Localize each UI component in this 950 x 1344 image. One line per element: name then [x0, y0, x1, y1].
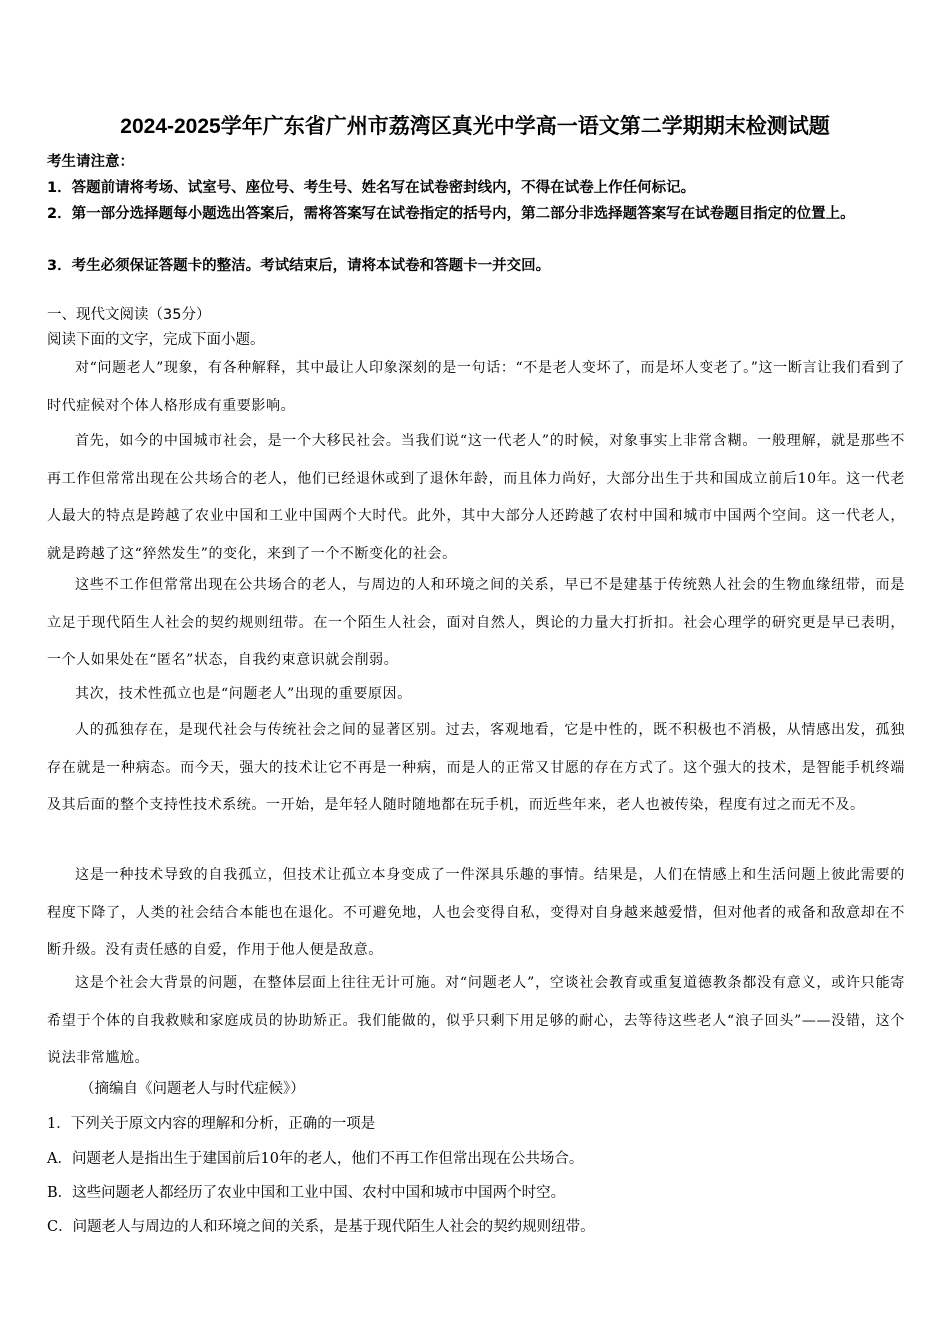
passage-paragraph-3: 这些不工作但常常出现在公共场合的老人，与周边的人和环境之间的关系，早已不是建基于传统熟人社会的生物血缘纽带，而是立足于现代陌生人社会的契约规则纽带。在一个陌生人社会，面对自然人，舆论的力量大打折扣。社会心理学的研究更是早已表明，一个人如果处在“匿名”状态，自我约束意识就会削弱。	[47, 577, 905, 668]
question-1-option-c[interactable]: C．问题老人与周边的人和环境之间的关系，是基于现代陌生人社会的契约规则纽带。	[47, 1219, 595, 1235]
question-1-option-b[interactable]: B．这些问题老人都经历了农业中国和工业中国、农村中国和城市中国两个时空。	[47, 1185, 566, 1201]
notice-item-3: 3．考生必须保证答题卡的整洁。考试结束后，请将本试卷和答题卡一并交回。	[47, 258, 551, 274]
passage-paragraph-2: 首先，如今的中国城市社会，是一个大移民社会。当我们说“这一代老人”的时候，对象事实上非常含糊。一般理解，就是那些不再工作但常常出现在公共场合的老人，他们已经退休或到了退休年龄，而且体力尚好，大部分出生于共和国成立前后10年。这一代老人最大的特点是跨越了农业中国和工业中国两个大时代。此外，其中大部分人还跨越了农村中国和城市中国两个空间。这一代老人，就是跨越了这“猝然发生”的变化，来到了一个不断变化的社会。	[47, 433, 905, 562]
section-instruction: 阅读下面的文字，完成下面小题。	[47, 332, 265, 348]
passage-paragraph-4: 其次，技术性孤立也是“问题老人”出现的重要原因。	[75, 686, 412, 702]
page-title: 2024-2025学年广东省广州市荔湾区真光中学高一语文第二学期期末检测试题	[120, 115, 830, 138]
passage-paragraph-7: 这是个社会大背景的问题，在整体层面上往往无计可施。对“问题老人”，空谈社会教育或重复道德教条都没有意义，或许只能寄希望于个体的自我救赎和家庭成员的协助矫正。我们能做的，似乎只剩下用足够的耐心，去等待这些老人“浪子回头”——没错，这个说法非常尴尬。	[47, 975, 905, 1066]
passage-source: （摘编自《问题老人与时代症候》）	[80, 1081, 305, 1097]
passage-paragraph-1: 对“问题老人”现象，有各种解释，其中最让人印象深刻的是一句话：“不是老人变坏了，而是坏人变老了。”这一断言让我们看到了时代症候对个体人格形成有重要影响。	[47, 360, 905, 414]
notice-heading: 考生请注意：	[47, 154, 134, 170]
section-heading: 一、现代文阅读（35分）	[47, 307, 211, 323]
question-1-stem: 1．下列关于原文内容的理解和分析，正确的一项是	[47, 1116, 376, 1132]
notice-item-2: 2．第一部分选择题每小题选出答案后，需将答案写在试卷指定的括号内，第二部分非选择题答案写在试卷题目指定的位置上。	[47, 206, 855, 222]
passage-paragraph-5: 人的孤独存在，是现代社会与传统社会之间的显著区别。过去，客观地看，它是中性的，既不积极也不消极，从情感出发，孤独存在就是一种病态。而今天，强大的技术让它不再是一种病，而是人的正常又甘愿的存在方式了。这个强大的技术，是智能手机终端及其后面的整个支持性技术系统。一开始，是年轻人随时随地都在玩手机，而近些年来，老人也被传染，程度有过之而无不及。	[47, 722, 905, 813]
question-1-option-a[interactable]: A．问题老人是指出生于建国前后10年的老人，他们不再工作但常出现在公共场合。	[47, 1151, 584, 1167]
passage-paragraph-6: 这是一种技术导致的自我孤立，但技术让孤立本身变成了一件深具乐趣的事情。结果是，人们在情感上和生活问题上彼此需要的程度下降了，人类的社会结合本能也在退化。不可避免地，人也会变得自私，变得对自身越来越爱惜，但对他者的戒备和敌意却在不断升级。没有责任感的自爱，作用于他人便是敌意。	[47, 867, 905, 958]
notice-item-1: 1．答题前请将考场、试室号、座位号、考生号、姓名写在试卷密封线内，不得在试卷上作任何标记。	[47, 180, 696, 196]
